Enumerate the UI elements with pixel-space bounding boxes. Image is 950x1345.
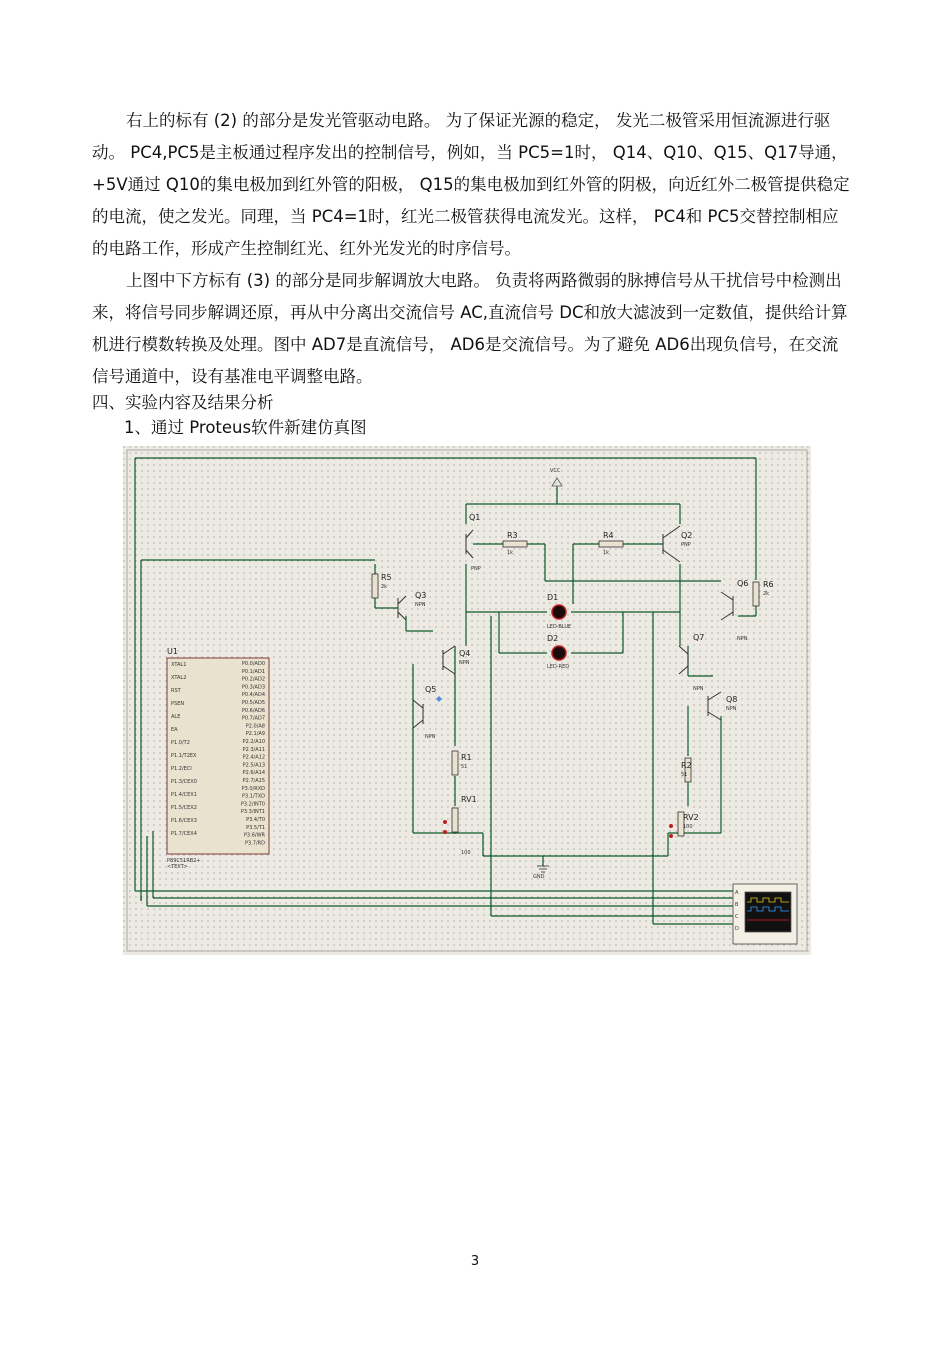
label-q2: Q2 — [681, 531, 693, 540]
svg-text:PNP: PNP — [681, 542, 691, 548]
mcu-right-pin-label: P0.3/AD3 — [241, 684, 265, 691]
proteus-schematic-figure — [123, 446, 811, 955]
svg-text:100: 100 — [461, 850, 471, 856]
mcu-part-label: P89C51RB2+ — [167, 858, 201, 864]
resistor-r1 — [452, 751, 458, 775]
section-heading: 四、实验内容及结果分析 — [92, 393, 274, 412]
svg-text:2k: 2k — [381, 584, 388, 590]
mcu-right-pin-label: P3.0/RXD — [241, 785, 265, 792]
ground-label: GND — [533, 874, 545, 880]
mcu-left-pin-label: XTAL1 — [171, 662, 187, 668]
mcu-right-pin-label: P2.6/A14 — [242, 770, 265, 777]
mcu-left-pin-label: PSEN — [171, 701, 185, 707]
sub-heading: 1、通过 Proteus软件新建仿真图 — [124, 418, 367, 437]
svg-text:VCC: VCC — [550, 468, 561, 474]
svg-text:NPN: NPN — [459, 660, 470, 666]
mcu-right-pin-label: P0.2/AD2 — [241, 676, 265, 683]
mcu-right-pin-label: P2.7/A15 — [242, 778, 265, 784]
paragraph-demodulation: 上图中下方标有 (3) 的部分是同步解调放大电路。 负责将两路微弱的脉搏信号从干扰信号中检测出来，将信号同步解调还原，再从中分离出交流信号 AC,直流信号 DC和放大滤波到一定数值，提供给计算机进行模数转换及处理。图中 AD7是直流信号， AD6是交流信号。为了避免 AD6出现负信号，在交流信号通道中，设有基准电平调整电路。 — [92, 271, 848, 386]
mcu-left-pin-label: EA — [171, 727, 178, 733]
label-r3: R3 — [507, 531, 518, 540]
mcu-right-pin-label: P3.5/T1 — [246, 824, 265, 831]
label-q6: Q6 — [737, 579, 749, 588]
pot-rv1 — [452, 808, 458, 832]
svg-text:<TEXT>: <TEXT> — [167, 864, 188, 870]
mcu-right-pin-label: P2.3/A11 — [242, 746, 265, 753]
svg-text:NPN: NPN — [425, 734, 436, 740]
resistor-r5 — [372, 574, 378, 598]
resistor-r3 — [503, 541, 527, 547]
svg-text:NPN: NPN — [693, 686, 704, 692]
label-q1: Q1 — [469, 513, 481, 522]
led-d2 — [552, 646, 566, 660]
label-rv1: RV1 — [461, 795, 477, 804]
label-r6: R6 — [763, 580, 774, 589]
mcu-right-pin-label: P0.4/AD4 — [241, 692, 265, 699]
mcu-left-pin-label: P1.7/CEX4 — [171, 831, 197, 837]
mcu-right-pin-label: P2.0/A8 — [245, 723, 265, 730]
label-r5: R5 — [381, 573, 392, 582]
mcu-right-pin-label: P0.7/AD7 — [241, 715, 265, 722]
svg-text:D: D — [735, 926, 739, 932]
label-q4: Q4 — [459, 649, 471, 658]
mcu-left-pin-label: XTAL2 — [171, 675, 187, 681]
mcu-right-pin-label: P3.7/RD — [245, 840, 265, 847]
mcu-left-pin-label: P1.2/ECI — [171, 766, 192, 772]
resistor-r4 — [599, 541, 623, 547]
oscilloscope — [733, 884, 797, 944]
mcu-left-pin-label: P1.4/CEX1 — [171, 792, 197, 798]
mcu-left-pin-label: P1.3/CEX0 — [171, 779, 197, 785]
mcu-left-pin-label: P1.5/CEX2 — [171, 805, 197, 811]
mcu-right-pin-label: P0.6/AD6 — [241, 707, 265, 714]
label-q8: Q8 — [726, 695, 738, 704]
mcu-right-pin-label: P0.0/AD0 — [241, 661, 265, 667]
led-d1 — [552, 605, 566, 619]
label-q3: Q3 — [415, 591, 427, 600]
mcu-ref-label: U1 — [167, 647, 178, 656]
svg-text:51: 51 — [681, 772, 688, 778]
svg-text:PNP: PNP — [471, 566, 481, 572]
page-number: 3 — [470, 1254, 480, 1269]
svg-text:1k: 1k — [603, 550, 610, 556]
mcu-left-pin-label: ALE — [171, 714, 181, 720]
mcu-right-pin-label: P3.2/INT0 — [240, 801, 265, 808]
svg-text:2k: 2k — [763, 591, 770, 597]
svg-text:NPN: NPN — [415, 602, 426, 608]
svg-text:1k: 1k — [507, 550, 514, 556]
svg-text:LED-BLUE: LED-BLUE — [547, 624, 572, 630]
paragraph-led-driver: 右上的标有 (2) 的部分是发光管驱动电路。 为了保证光源的稳定， 发光二极管采用恒流源进行驱动。 PC4,PC5是主板通过程序发出的控制信号，例如，当 PC5=1时， Q14、Q10、Q15、Q17导通， +5V通过 Q10的集电极加到红外管的阳极， Q15的集电极加到红外管的阴极，向近红外二极管提供稳定的电流，使之发光。同理，当 PC4=1时，红光二极管获得电流发光。这样， PC4和 PC5交替控制相应的电路工作，形成产生控制红光、红外光发光的时序信号。 — [92, 111, 850, 258]
resistor-r6 — [753, 582, 759, 606]
svg-text:100: 100 — [683, 824, 693, 830]
mcu-right-pin-label: P3.3/INT1 — [240, 809, 265, 816]
label-q7: Q7 — [693, 633, 705, 642]
mcu-left-pin-label: RST — [171, 688, 181, 694]
mcu-right-pin-label: P3.4/T0 — [246, 817, 265, 823]
mcu-right-pin-label: P2.5/A13 — [242, 762, 265, 769]
label-d2: D2 — [547, 634, 559, 643]
label-q5: Q5 — [425, 685, 437, 694]
svg-text:B: B — [735, 902, 739, 908]
mcu-right-pin-label: P2.2/A10 — [242, 739, 265, 745]
svg-text:C: C — [735, 914, 739, 920]
mcu-right-pin-label: P3.1/TXD — [242, 793, 265, 800]
svg-text:A: A — [735, 890, 739, 896]
mcu-right-pin-label: P2.4/A12 — [242, 754, 265, 761]
mcu-right-pin-label: P0.1/AD1 — [241, 668, 265, 675]
label-d1: D1 — [547, 593, 559, 602]
label-rv2: RV2 — [683, 813, 699, 822]
mcu-left-pin-label: P1.0/T2 — [171, 740, 190, 746]
svg-text:NPN: NPN — [726, 706, 737, 712]
mcu-left-pin-label: P1.1/T2EX — [171, 753, 197, 759]
mcu-left-pin-label: P1.6/CEX3 — [171, 818, 197, 824]
mcu-right-pin-label: P3.6/WR — [243, 832, 265, 839]
mcu-right-pin-label: P2.1/A9 — [245, 731, 265, 738]
mcu-right-pin-label: P0.5/AD5 — [241, 700, 265, 706]
label-r2: R2 — [681, 761, 692, 770]
svg-text:51: 51 — [461, 764, 468, 770]
label-r4: R4 — [603, 531, 614, 540]
svg-text:NPN: NPN — [737, 636, 748, 642]
svg-text:LED-RED: LED-RED — [547, 664, 570, 670]
mcu-u1 — [167, 647, 269, 870]
label-r1: R1 — [461, 753, 472, 762]
